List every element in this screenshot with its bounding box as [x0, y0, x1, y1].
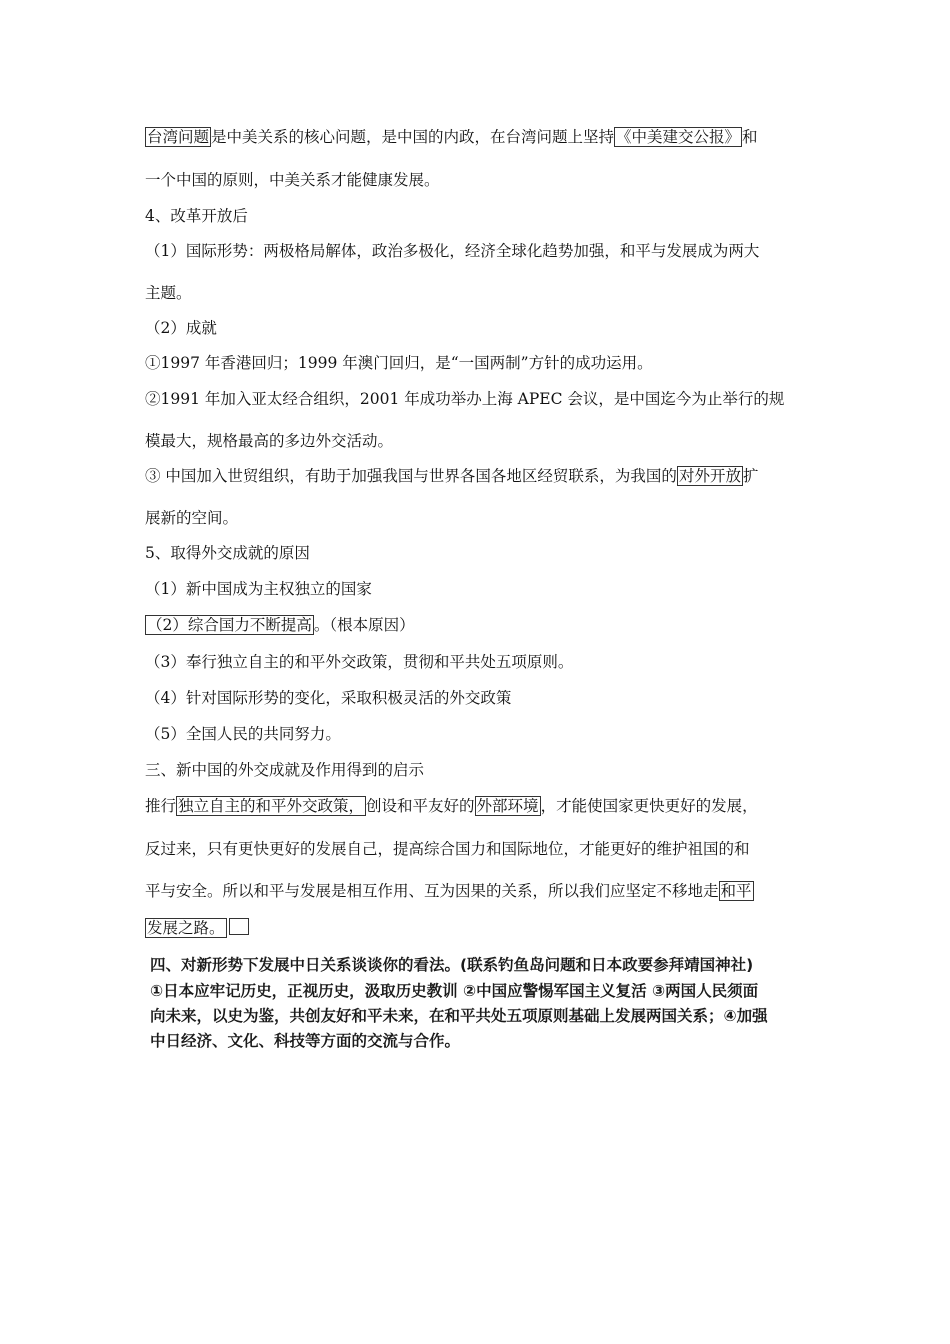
section-3-line-2: 反过来，只有更快更好的发展自己，提高综合国力和国际地位，才能更好的维护祖国的和 — [145, 840, 750, 858]
section-four-line-1: ①日本应牢记历史，正视历史，汲取历史教训 ②中国应警惕军国主义复活 ③两国人民须面 — [150, 982, 759, 1000]
achievement-1: ①1997 年香港回归；1999 年澳门回归，是“一国两制”方针的成功运用。 — [145, 354, 653, 372]
boxed-term-peace: 和平 — [720, 882, 752, 900]
boxed-term-communique: 《中美建交公报》 — [616, 128, 741, 146]
reason-3: （3）奉行独立自主的和平外交政策，贯彻和平共处五项原则。 — [145, 653, 574, 671]
section-4-heading: 4、改革开放后 — [145, 207, 248, 225]
taiwan-paragraph-line-1: 台湾问题 是中美关系的核心问题，是中国的内政，在台湾问题上坚持 《中美建交公报》 和 — [147, 128, 758, 146]
section-4-item-1-line-1: （1）国际形势：两极格局解体，政治多极化，经济全球化趋势加强，和平与发展成为两大 — [145, 242, 760, 260]
boxed-term-independent-policy: 独立自主的和平外交政策， — [178, 797, 365, 815]
boxed-term-external-environment: 外部环境 — [476, 797, 539, 815]
section-3-line-1: 推行 独立自主的和平外交政策， 创设和平友好的 外部环境 ，才能使国家更快更好的发展， — [145, 797, 758, 815]
section-4-item-2: （2）成就 — [145, 319, 217, 337]
section-four-line-2: 向未来，以史为鉴，共创友好和平未来，在和平共处五项原则基础上发展两国关系；④加强 — [150, 1007, 768, 1025]
achievement-3-line-1: ③ 中国加入世贸组织，有助于加强我国与世界各国各地区经贸联系，为我国的 对外开放 扩 — [145, 467, 759, 485]
empty-box — [229, 918, 249, 935]
achievement-2-line-1: ②1991 年加入亚太经合组织，2001 年成功举办上海 APEC 会议，是中国迄今为止举行的规 — [145, 390, 785, 408]
section-4-item-1-line-2: 主题。 — [145, 284, 192, 302]
achievement-3-line-2: 展新的空间。 — [145, 509, 239, 527]
reason-1: （1）新中国成为主权独立的国家 — [145, 580, 372, 598]
section-5-heading: 5、取得外交成就的原因 — [145, 544, 310, 562]
section-3-line-4 — [145, 918, 249, 938]
taiwan-paragraph-line-2: 一个中国的原则，中美关系才能健康发展。 — [145, 171, 440, 189]
reason-2: （2）综合国力不断提高 。（根本原因） — [147, 616, 415, 634]
section-3-line-3: 平与安全。所以和平与发展是相互作用、互为因果的关系，所以我们应坚定不移地走 和平 — [145, 882, 752, 900]
achievement-2-line-2: 模最大，规格最高的多边外交活动。 — [145, 432, 394, 450]
section-four-heading: 四、对新形势下发展中日关系谈谈你的看法。(联系钓鱼岛问题和日本政要参拜靖国神社) — [150, 956, 754, 974]
section-3-heading: 三、新中国的外交成就及作用得到的启示 — [145, 761, 425, 779]
reason-5: （5）全国人民的共同努力。 — [145, 725, 341, 743]
boxed-term-opening-up: 对外开放 — [678, 467, 741, 485]
boxed-term-development-road: 发展之路。 — [147, 919, 225, 937]
boxed-term-taiwan-issue: 台湾问题 — [147, 128, 210, 146]
section-four-line-3: 中日经济、文化、科技等方面的交流与合作。 — [150, 1032, 461, 1050]
boxed-term-national-strength: （2）综合国力不断提高 — [147, 616, 312, 634]
reason-4: （4）针对国际形势的变化，采取积极灵活的外交政策 — [145, 689, 512, 707]
